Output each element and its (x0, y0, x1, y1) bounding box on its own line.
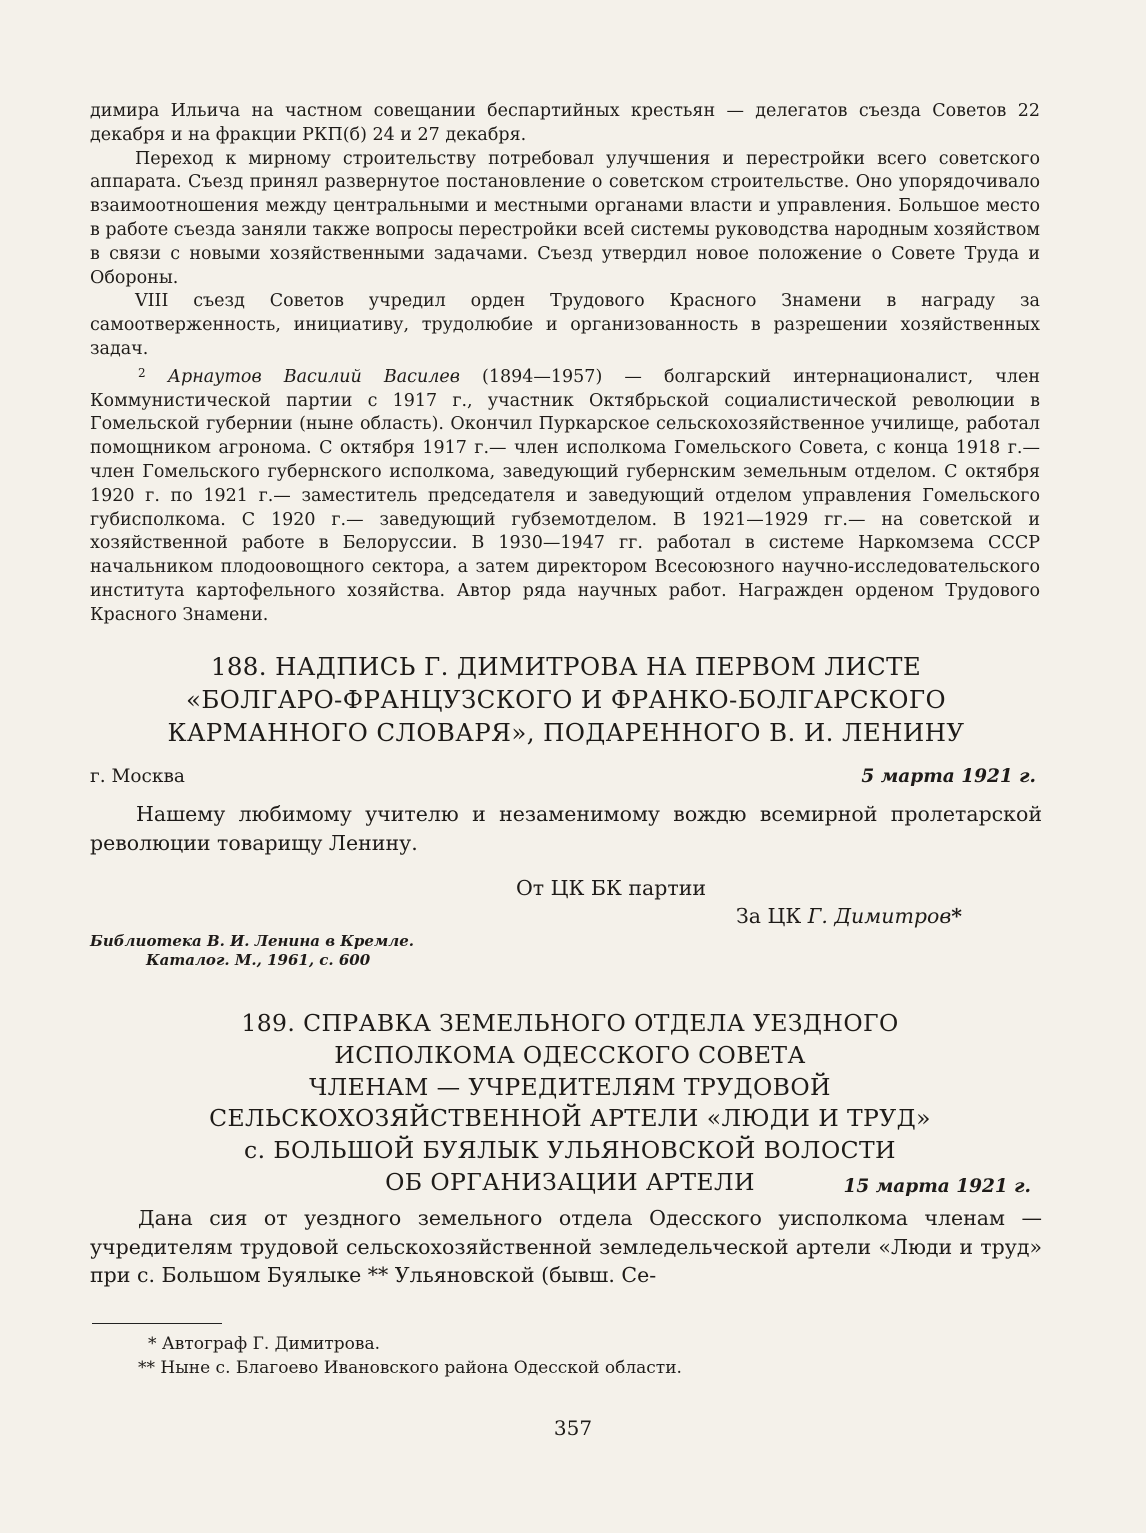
signature-footnote-mark: * (951, 904, 963, 928)
person-name: Арнаутов Василий Василев (167, 366, 460, 387)
title-line: КАРМАННОГО СЛОВАРЯ», ПОДАРЕННОГО В. И. ЛЕНИНУ (167, 718, 965, 747)
doc-188-signature-line2 (736, 904, 962, 928)
doc-189-text: Дана сия от уездного земельного отдела Одесского уисполкома членам — учредителям трудовой сельскохозяйственной земледельческой артели «Люди и труд» при с. Большом Буялыке ** Ульяновской (бывш. Се- (90, 1206, 1042, 1287)
title-line: ОБ ОРГАНИЗАЦИИ АРТЕЛИ (385, 1167, 755, 1196)
footnote-1: * Автограф Г. Димитрова. (148, 1334, 381, 1354)
title-line: ЧЛЕНАМ — УЧРЕДИТЕЛЯМ ТРУДОВОЙ (309, 1072, 831, 1101)
doc-188-source (90, 932, 414, 970)
footnote-divider (92, 1323, 222, 1324)
source-line: Каталог. М., 1961, с. 600 (146, 951, 371, 969)
note-paragraph: VIII съезд Советов учредил орден Трудового Красного Знамени в награду за самоотверженность, инициативу, трудолюбие и организованность в разрешении хозяйственных задач. (90, 291, 1040, 359)
footnote-text: (1894—1957) — болгарский интернационалист, член Коммунистической партии с 1917 г., участник Октябрьской социалистической революции в Гомельской губернии (ныне область). Окончил Пуркарское сельскохозяйственное училище, работал помощником агронома. С октября 1917 г.— член исполкома Гомельского Совета, с конца 1918 г.— член Гомельского губернского исполкома, заведующий губернским земельным отделом. С октября 1920 г. по 1921 г.— заместитель председателя и заведующий отделом управления Гомельского губисполкома. С 1920 г.— заведующий губземотделом. В 1921—1929 гг.— на советской и хозяйственной работе в Белоруссии. В 1930—1947 гг. работал в системе Наркомзема СССР начальником плодоовощного сектора, а затем директором Всесоюзного научно-исследовательского института картофельного хозяйства. Автор ряда научных работ. Награжден орденом Трудового Красного Знамени. (90, 366, 1040, 625)
doc-188-signature-line1: От ЦК БК партии (516, 876, 707, 900)
doc-188-place: г. Москва (90, 766, 185, 787)
continuation-notes (90, 100, 1040, 628)
note-paragraph: димира Ильича на частном совещании беспартийных крестьян — делегатов съезда Советов 22 декабря и на фракции РКП(б) 24 и 27 декабря. (90, 101, 1040, 145)
title-line: «БОЛГАРО-ФРАНЦУЗСКОГО И ФРАНКО-БОЛГАРСКОГО (185, 685, 947, 714)
doc-188-title (90, 650, 1042, 749)
footnote-marker: 2 (138, 365, 146, 380)
doc-188-date: 5 марта 1921 г. (861, 766, 1036, 787)
title-line: с. БОЛЬШОЙ БУЯЛЫК УЛЬЯНОВСКОЙ ВОЛОСТИ (244, 1136, 896, 1165)
doc-188-text: Нашему любимому учителю и незаменимому вождю всемирной пролетарской революции товарищу Ленину. (90, 802, 1042, 855)
footnote-2: ** Ныне с. Благоево Ивановского района Одесской области. (138, 1358, 682, 1378)
title-line: 188. НАДПИСЬ Г. ДИМИТРОВА НА ПЕРВОМ ЛИСТЕ (210, 652, 922, 681)
note-paragraph: Переход к мирному строительству потребовал улучшения и перестройки всего советского аппарата. Съезд принял развернутое постановление о советском строительстве. Оно упорядочивало взаимоотношения между центральными и местными органами власти и управления. Большое место в работе съезда заняли также вопросы перестройки всей системы руководства народным хозяйством в связи с новыми хозяйственными задачами. Съезд утвердил новое положение о Совете Труда и Обороны. (90, 148, 1040, 288)
page-number: 357 (553, 1416, 593, 1440)
footnote-arnautov (90, 362, 1040, 628)
title-line: 189. СПРАВКА ЗЕМЕЛЬНОГО ОТДЕЛА УЕЗДНОГО (241, 1009, 899, 1037)
title-line: СЕЛЬСКОХОЗЯЙСТВЕННОЙ АРТЕЛИ «ЛЮДИ И ТРУД» (209, 1104, 931, 1133)
doc-189-title (96, 1008, 1044, 1199)
signature-name: Г. Димитров (807, 904, 952, 928)
signature-prefix: За ЦК (736, 904, 808, 928)
source-line: Библиотека В. И. Ленина в Кремле. (90, 932, 414, 950)
doc-189-date: 15 марта 1921 г. (843, 1176, 1031, 1197)
title-line: ИСПОЛКОМА ОДЕССКОГО СОВЕТА (334, 1040, 806, 1069)
